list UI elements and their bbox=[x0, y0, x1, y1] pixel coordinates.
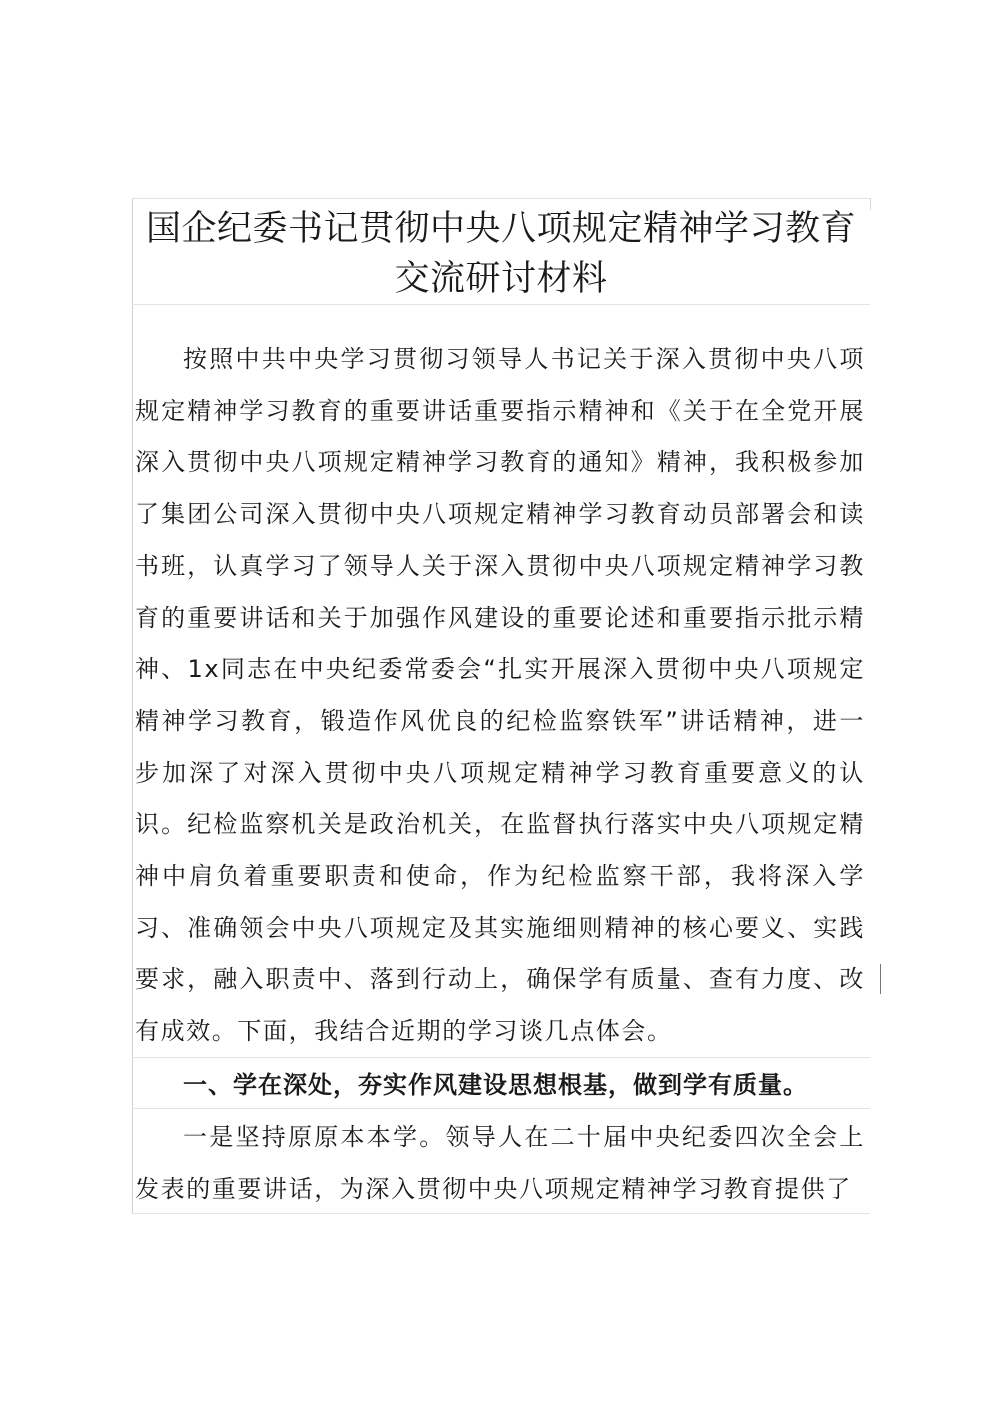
document-title bbox=[132, 204, 870, 304]
title-line-2: 交流研讨材料 bbox=[394, 259, 608, 299]
title-divider bbox=[132, 304, 870, 305]
corner-tick-top-right bbox=[870, 198, 871, 210]
section-heading-1: 一、学在深处，夯实作风建设思想根基，做到学有质量。 bbox=[183, 1071, 808, 1099]
paragraph-intro: 按照中共中央学习贯彻习领导人书记关于深入贯彻中央八项规定精神学习教育的重要讲话重要指示精神和《关于在全党开展深入贯彻中央八项规定精神学习教育的通知》精神，我积极参加了集团公司深入贯彻中央八项规定精神学习教育动员部署会和读书班，认真学习了领导人关于深入贯彻中央八项规定精神学习教育的重要讲话和关于加强作风建设的重要论述和重要指示批示精神、1x同志在中央纪委常委会“扎实开展深入贯彻中央八项规定精神学习教育，锻造作风优良的纪检监察铁军”讲话精神，进一步加深了对深入贯彻中央八项规定精神学习教育重要意义的认识。纪检监察机关是政治机关，在监督执行落实中央八项规定精神中肩负着重要职责和使命，作为纪检监察干部，我将深入学习、准确领会中央八项规定及其实施细则精神的核心要义、实践要求，融入职责中、落到行动上，确保学有质量、查有力度、改有成效。下面，我结合近期的学习谈几点体会。 bbox=[135, 345, 865, 1046]
top-rule bbox=[132, 198, 870, 199]
title-line-1: 国企纪委书记贯彻中央八项规定精神学习教育 bbox=[145, 209, 856, 249]
paragraph-section1: 一是坚持原原本本学。领导人在二十届中央纪委四次全会上发表的重要讲话，为深入贯彻中央八项规定精神学习教育提供了 bbox=[135, 1123, 865, 1203]
margin-mark bbox=[880, 964, 881, 994]
